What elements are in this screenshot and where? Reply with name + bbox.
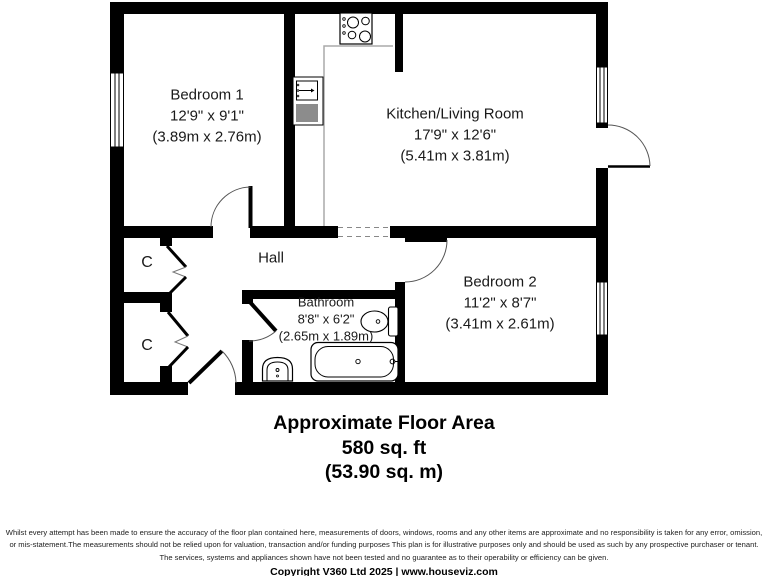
closet-label-2: C bbox=[141, 337, 153, 354]
bifold-door-icon-closet1 bbox=[167, 246, 186, 295]
room-dims-metric: (3.89m x 2.76m) bbox=[152, 128, 262, 146]
closet-label-1: C bbox=[141, 254, 153, 271]
door-icon-bedroom2 bbox=[405, 240, 447, 282]
room-dims-imperial: 12'9" x 9'1" bbox=[170, 107, 244, 125]
floor-area-summary bbox=[0, 411, 768, 485]
room-name: Bedroom 2 bbox=[463, 273, 537, 291]
kitchen-counter-line bbox=[324, 46, 393, 226]
hob-icon bbox=[340, 13, 372, 44]
door-icon-bathroom bbox=[249, 301, 276, 341]
room-dims-imperial: 8'8" x 6'2" bbox=[297, 311, 355, 327]
window-icon-bedroom2 bbox=[597, 282, 608, 335]
room-name: Hall bbox=[258, 249, 284, 267]
room-dims-metric: (2.65m x 1.89m) bbox=[278, 328, 374, 344]
room-dims-metric: (3.41m x 2.61m) bbox=[445, 315, 555, 333]
bifold-door-icon-closet2 bbox=[168, 312, 188, 368]
sink-icon bbox=[263, 358, 293, 382]
room-label-hall bbox=[258, 248, 284, 269]
room-label-bathroom bbox=[279, 294, 374, 345]
copyright-text: Copyright V360 Ltd 2025 | www.houseviz.com bbox=[270, 565, 498, 576]
disclaimer-footer bbox=[0, 527, 768, 576]
disclaimer-line: The services, systems and appliances shown have not been tested and no guarantee as to their operability or efficiency can be given. bbox=[159, 552, 609, 562]
disclaimer-line: or mis-statement.The measurements should not be relied upon for valuation, transaction and/or funding purposes This plan is for illustrative purposes only and should be used as such by any prospective purchaser or tenant. bbox=[9, 540, 759, 550]
room-label-kitchen-living bbox=[386, 104, 524, 167]
boiler-icon bbox=[293, 77, 323, 125]
room-dims-metric: (5.41m x 3.81m) bbox=[400, 147, 510, 165]
door-icon-entrance-right bbox=[608, 125, 650, 167]
room-dims-imperial: 17'9" x 12'6" bbox=[413, 126, 497, 144]
summary-area-imperial: 580 sq. ft bbox=[341, 436, 427, 459]
door-icon-bedroom1 bbox=[211, 186, 251, 228]
room-name: Bedroom 1 bbox=[170, 86, 244, 104]
summary-area-metric: (53.90 sq. m) bbox=[324, 461, 444, 483]
room-name: Kitchen/Living Room bbox=[386, 105, 524, 123]
room-label-bedroom2 bbox=[445, 272, 554, 335]
open-plan-divider bbox=[338, 226, 390, 238]
window-icon-living bbox=[597, 67, 608, 123]
door-icon-hall-entrance bbox=[189, 351, 236, 383]
summary-title: Approximate Floor Area bbox=[273, 412, 495, 434]
disclaimer-line: Whilst every attempt has been made to ensure the accuracy of the floor plan contained here, measurements of doors, windows, rooms and any other items are approximate and no responsibility is taken for any error, omission, bbox=[5, 528, 763, 537]
room-dims-imperial: 11'2" x 8'7" bbox=[463, 294, 537, 312]
bathtub-icon bbox=[311, 343, 398, 382]
room-name: Bathroom bbox=[297, 294, 355, 310]
window-icon-bedroom1 bbox=[111, 73, 124, 147]
room-label-bedroom1 bbox=[152, 85, 261, 148]
